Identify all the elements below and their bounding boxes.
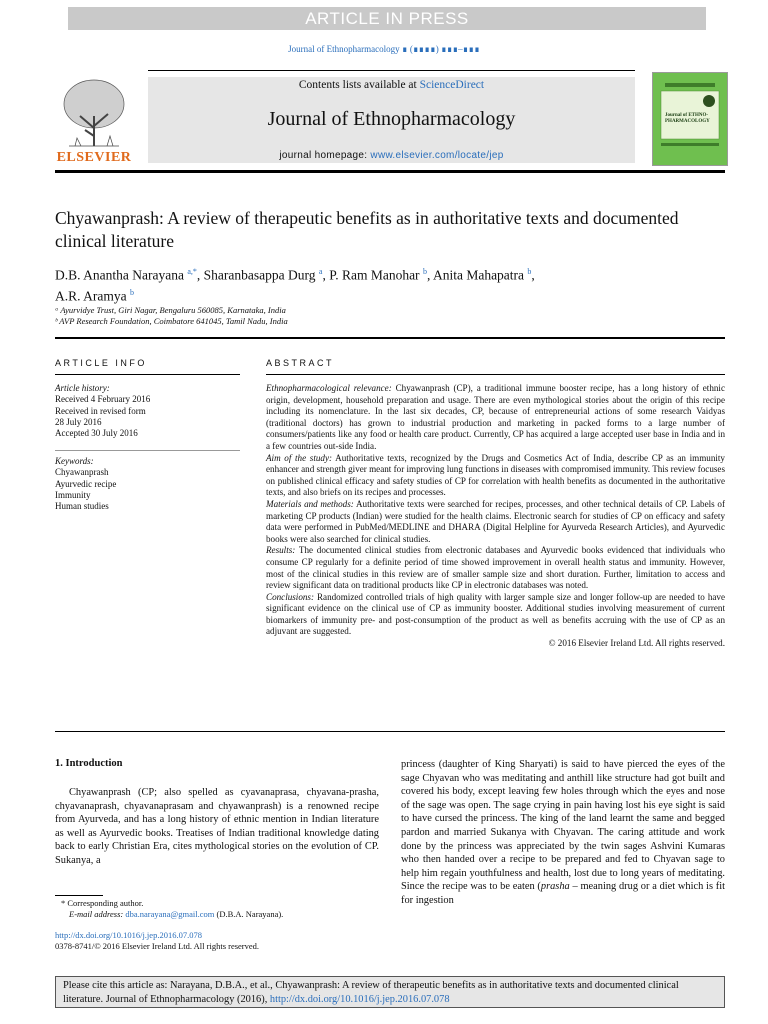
history-item: 28 July 2016 (55, 416, 102, 427)
intro-column-2 (401, 758, 725, 908)
citation-box (55, 976, 725, 1008)
corresponding-author: * Corresponding author. (61, 898, 144, 908)
homepage-prefix: journal homepage: (279, 150, 371, 161)
section-rule (55, 337, 725, 339)
header-top-rule (148, 70, 635, 71)
email-line (55, 909, 355, 920)
author-name[interactable]: Anita Mahapatra (432, 267, 525, 283)
abstract-section (266, 383, 725, 453)
abstract-heading: ABSTRACT (266, 358, 335, 368)
author-affil-mark[interactable]: a (318, 267, 323, 276)
abstract-section-text: Authoritative texts, recognized by the Drugs and Cosmetics Act of India, describe CP as an immunity enhancer and strength giver meant for improving lung functions in diseases with compromised immunity. This review focuses on published clinical efficacy and safety studies of CP for correlation with health benefits as documented in the authoritative texts, and also briefs on its recipes and processes. (266, 452, 725, 498)
paper-title: Chyawanprash: A review of therapeutic benefits as in authoritative texts and documented clinical literature (55, 208, 679, 251)
author-name[interactable]: P. Ram Manohar (329, 267, 420, 283)
intro-italic-term: prasha (540, 881, 570, 893)
abstract-section (266, 545, 725, 591)
history-label: Article history: (55, 383, 110, 393)
journal-cover-image (652, 72, 728, 166)
article-in-press-banner: ARTICLE IN PRESS (68, 7, 706, 30)
abstract-body (266, 383, 725, 650)
intro-heading: 1. Introduction (55, 758, 123, 769)
author-separator: , (426, 267, 433, 283)
abstract-copyright: © 2016 Elsevier Ireland Ltd. All rights reserved. (548, 638, 725, 649)
author-list (55, 263, 735, 304)
keyword: Human studies (55, 501, 109, 512)
email-link[interactable]: dba.narayana@gmail.com (125, 909, 215, 919)
author-name[interactable]: A.R. Aramya (55, 288, 127, 303)
abstract-bottom-rule (55, 731, 725, 732)
author-separator: , (322, 267, 330, 283)
cover-title: Journal of ETHNO-PHARMACOLOGY (665, 113, 710, 124)
abstract-section-label: Materials and methods: (266, 498, 354, 509)
homepage-link[interactable]: www.elsevier.com/locate/jep (370, 150, 504, 161)
history-item: Received in revised form (55, 405, 146, 416)
abstract-section (266, 592, 725, 638)
sciencedirect-link[interactable]: ScienceDirect (419, 79, 485, 91)
keyword: Immunity (55, 489, 91, 500)
issn-copyright: 0378-8741/© 2016 Elsevier Ireland Ltd. All rights reserved. (55, 941, 260, 951)
email-suffix: (D.B.A. Narayana). (214, 909, 284, 919)
abstract-section-label: Results: (266, 545, 296, 556)
keyword: Ayurvedic recipe (55, 478, 117, 489)
keywords-rule (55, 450, 240, 451)
footnote (55, 898, 355, 952)
journal-homepage (148, 150, 635, 161)
affiliation: ᵃ Ayurvidye Trust, Giri Nagar, Bengaluru 560085, Karnataka, India (55, 305, 286, 315)
author-affil-mark[interactable]: b (527, 267, 532, 276)
intro-column-1: Chyawanprash (CP; also spelled as cyavanaprasa, chyavana-prasha, chyavanaprash, chyavanaprasam and chyawanprash) is a renowned recipe from Ayurveda, and has a long history of ethnic mention in Indian literature as well as Ayurvedic books. Treatises of Indian traditional knowledge dating back to early Christian Era, cites mythological stories on the evolution of CP. Sukanya, a (55, 787, 379, 866)
history-item: Received 4 February 2016 (55, 394, 151, 405)
abstract-section-label: Aim of the study: (266, 452, 333, 463)
article-history (55, 383, 235, 439)
header-bottom-rule (55, 170, 725, 173)
keyword: Chyawanprash (55, 467, 109, 478)
author-affil-mark[interactable]: b (422, 267, 427, 276)
citation-doi-link[interactable]: http://dx.doi.org/10.1016/j.jep.2016.07.078 (269, 993, 450, 1005)
article-info-rule (55, 374, 240, 375)
history-item: Accepted 30 July 2016 (55, 428, 138, 439)
abstract-section (266, 499, 725, 545)
journal-title: Journal of Ethnopharmacology (267, 108, 516, 130)
abstract-section-label: Conclusions: (266, 591, 314, 602)
citation-text: Please cite this article as: Narayana, D.B.A., et al., Chyawanprash: A review of therapeutic benefits as in authoritative texts and documented clinical literature. Journal of Ethnopharmacology (2016), (63, 980, 679, 1005)
doi-link[interactable]: http://dx.doi.org/10.1016/j.jep.2016.07.078 (55, 930, 202, 940)
publisher-logo: ELSEVIER (56, 150, 132, 165)
keywords-label: Keywords: (55, 456, 94, 466)
abstract-section-text: Authoritative texts were searched for recipes, processes, and other technical details of CP. Labels of marketing CP products (Indian) were studied for the health claims. Electronic search for studies of CP on efficacy and safety data were performed in PubMed/MEDLINE and DHARA (Digital Helpline for Ayurveda Research Articles), and Ayurvedic books were also searched for clinical studies. (266, 498, 725, 544)
author-separator: , (196, 267, 204, 283)
intro-text: – meaning drug or a diet which is fit for ingestion (401, 881, 725, 906)
footnote-rule (55, 895, 103, 896)
intro-text: princess (daughter of King Sharyati) is said to have pierced the eyes of the sage Chyavan who was meditating and anthill like structure had got built and covered his body, except leaving few holes through which the eyes and nose of the sage was open. The sage crying in pain having lost his eye sight is said to have cursed the princess. The king of the land learnt the same and begged pardon and married Sukanya with Chyavan. The caring attitude and work done by the princess was appreciated by the twin sages Ashvini Kumaras who then handed over a recipe to be prepared and fed to Chyavan sage to help him regain youthfulness and health, lost due to long years of meditating. Since the recipe was to be eaten ( (401, 759, 725, 893)
contents-available (148, 79, 635, 91)
abstract-section-label: Ethnopharmacological relevance: (266, 383, 392, 393)
keywords (55, 456, 235, 512)
affiliation: ᵇ AVP Research Foundation, Coimbatore 641045, Tamil Nadu, India (55, 316, 288, 326)
abstract-section-text: Randomized controlled trials of high quality with larger sample size and longer follow-up are needed to have significant evidence on the clinical use of CP as immunity booster. Additional studies involving measurement of current biomarkers of immunity pre- and post-consumption of the product as well as benefits accruing with the use of CP as an adjuvant are suggested. (266, 591, 725, 637)
author-affil-mark[interactable]: a,* (187, 267, 197, 276)
abstract-rule (266, 374, 725, 375)
author-separator: , (531, 267, 535, 283)
contents-prefix: Contents lists available at (298, 79, 420, 91)
email-label: E-mail address: (69, 909, 124, 919)
abstract-section-text: The documented clinical studies from electronic databases and Ayurvedic books evidenced that individuals who consume CP regularly for a definite period of time showed improvement in overall health status and immunity. However, most of the clinical studies in this review are of smaller sample size and short duration. Further, limitation to access and review significant data on traditional products like CP in electronic databases was noted. (266, 545, 726, 591)
author-name[interactable]: Sharanbasappa Durg (203, 267, 316, 283)
journal-reference-link[interactable]: Journal of Ethnopharmacology ∎ (∎∎∎∎) ∎∎∎–∎∎∎ (288, 44, 480, 54)
author-name[interactable]: D.B. Anantha Narayana (55, 267, 184, 283)
abstract-section-text: Chyawanprash (CP), a traditional immune booster recipe, has a long history of ethnic origin, development, household preparation and usage. There are even mythological stories about the origin of this recipe including its nomenclature. In the last six decades, CP, because of entrepreneurial actions of some research Vaidyas (traditional doctors) has grown to industrial production and marketing in packed forms to a large number of consumers/patients like any food or health care product. Currently, CP has acquired a large accepted user base in India and in a few countries out-side India. (266, 383, 725, 451)
author-affil-mark[interactable]: b (130, 287, 134, 297)
abstract-section (266, 453, 725, 499)
article-info-heading: ARTICLE INFO (55, 358, 147, 368)
